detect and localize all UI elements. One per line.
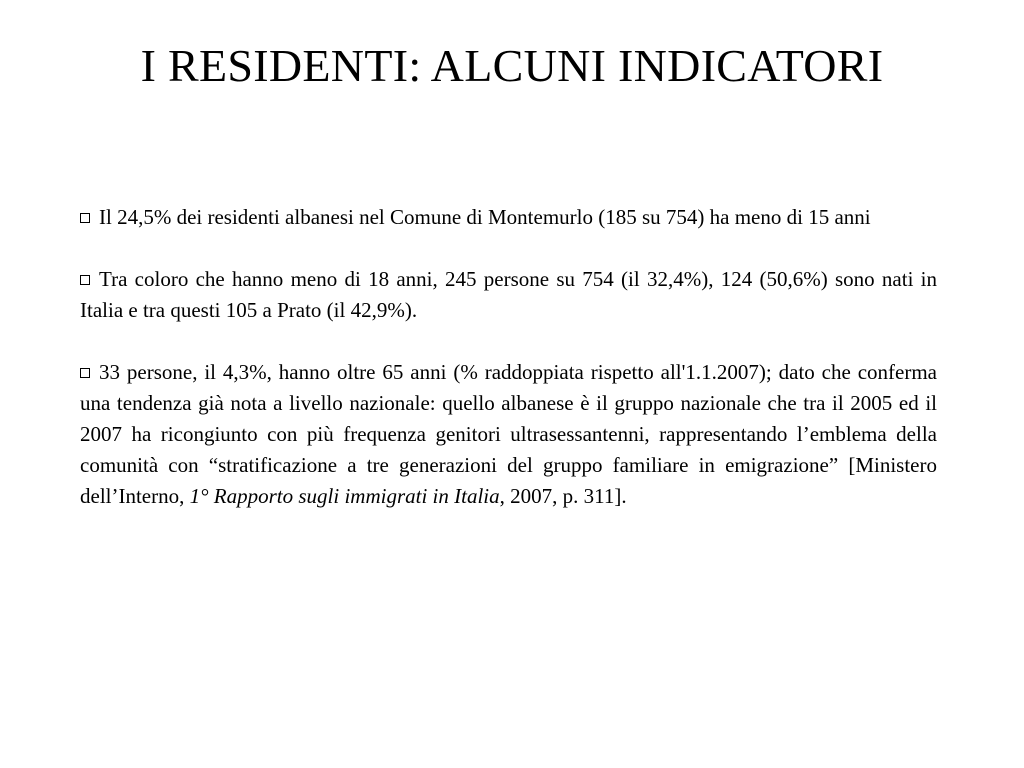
- checkbox-square-icon: [80, 368, 90, 378]
- checkbox-square-icon: [80, 213, 90, 223]
- bullet-text: 33 persone, il 4,3%, hanno oltre 65 anni (% raddoppiata rispetto all'1.1.2007); dato che conferma una tendenza già nota a livello nazionale: quello albanese è il gruppo nazionale che tra il 2005 ed il 2007 ha ricongiunto con più frequenza genitori ultrasessantenni, rappresentando l’emblema della comunità con “stratificazione a tre generazioni del gruppo familiare in emigrazione” [Ministero dell’Interno,: [80, 360, 937, 508]
- bullet-item: [80, 202, 937, 233]
- citation-tail: , 2007, p. 311].: [499, 484, 627, 508]
- bullet-text: Tra coloro che hanno meno di 18 anni, 245 persone su 754 (il 32,4%), 124 (50,6%) sono nati in Italia e tra questi 105 a Prato (il 42,9%).: [80, 267, 937, 322]
- citation-title: 1° Rapporto sugli immigrati in Italia: [189, 484, 500, 508]
- slide-title: I RESIDENTI: ALCUNI INDICATORI: [140, 40, 884, 91]
- bullet-item: [80, 357, 937, 512]
- bullet-item: [80, 264, 937, 326]
- bullet-list: [80, 202, 937, 543]
- bullet-text: Il 24,5% dei residenti albanesi nel Comune di Montemurlo (185 su 754) ha meno di 15 anni: [99, 205, 871, 229]
- checkbox-square-icon: [80, 275, 90, 285]
